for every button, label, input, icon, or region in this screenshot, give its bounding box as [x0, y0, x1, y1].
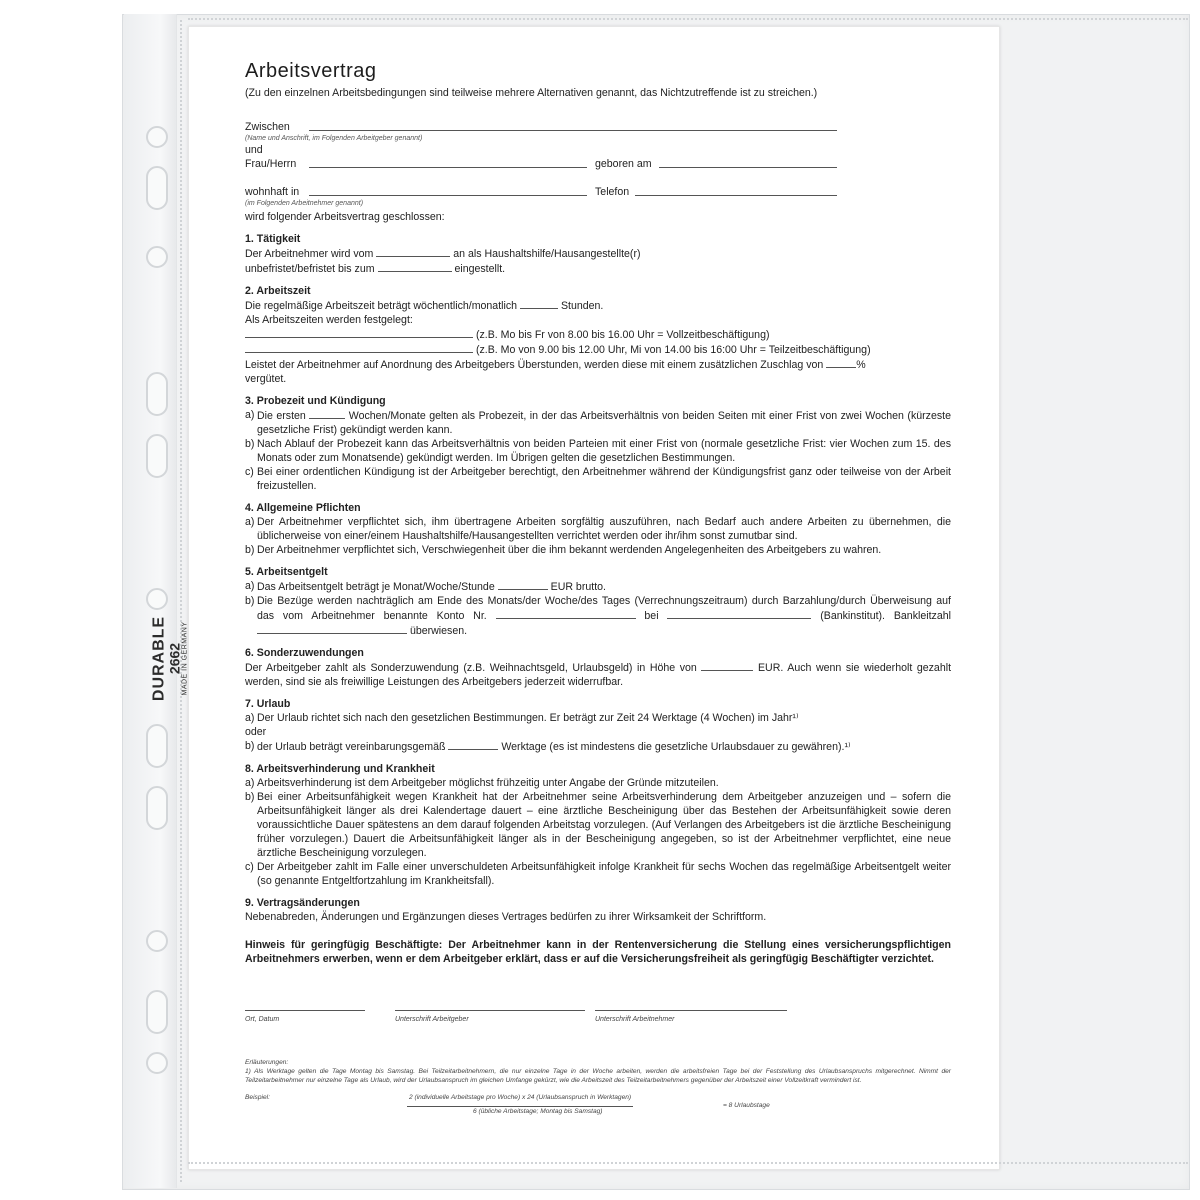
- document-title: Arbeitsvertrag: [245, 60, 377, 82]
- vacation-days-field[interactable]: [448, 739, 498, 750]
- section-9-heading: 9. Vertragsänderungen: [245, 897, 360, 909]
- phone-field[interactable]: [635, 185, 837, 196]
- zwischen-label: Zwischen: [245, 121, 290, 133]
- place-date-line[interactable]: [245, 996, 365, 1011]
- punch-hole: [146, 126, 168, 148]
- section-8-item-c: c) Der Arbeitgeber zahlt im Falle einer unverschuldeten Arbeitsunfähigkeit infolge Krankheit für sechs Wochen das regelmäßige Arbeitsentgelt weiter (so genannte Entgeltfortzahlung im Krankheitsfall).: [245, 861, 951, 887]
- contract-content: [245, 60, 952, 1127]
- section-5-item-b: b) Die Bezüge werden nachträglich am Ende des Monats/der Woche/des Tages (Verrechnungszeitraum) durch Barzahlung/durch Überweisung auf das vom Arbeitnehmer benannte Konto Nr. bei (Bankinstitut). Bankleitzahl überwiesen.: [245, 595, 951, 637]
- section-9-text: Nebenabreden, Änderungen und Ergänzungen dieses Vertrages bedürfen zu ihrer Wirksamkeit der Schriftform.: [245, 911, 767, 923]
- section-8-item-b: b) Bei einer Arbeitsunfähigkeit wegen Krankheit hat der Arbeitnehmer seine Arbeitsverhinderung dem Arbeitgeber anzuzeigen und – sofern die Arbeitsunfähigkeit länger als drei Kalendertage dauert – eine ärztliche Bescheinigung über das Bestehen der Arbeitsunfähigkeit sowie deren voraussichtliche Dauer spätestens an dem darauf folgenden Arbeitstag vorzulegen. (Auf Verlangen des Arbeitgebers ist die ärztliche Bescheinigung früher vorzulegen.) Dauert die Arbeitsunfähigkeit länger als in der Bescheinigung angegeben, so ist der Arbeitnehmer verpflichtet, eine neue ärztliche Bescheinigung vorzulegen.: [245, 791, 951, 859]
- punch-slot: [146, 990, 168, 1034]
- section-1-line-1: Der Arbeitnehmer wird vom an als Haushaltshilfe/Hausangestellte(r): [245, 248, 641, 260]
- section-5-heading: 5. Arbeitsentgelt: [245, 566, 328, 578]
- brand-label: [152, 584, 189, 734]
- telefon-label: Telefon: [595, 186, 630, 198]
- wohnhaft-row: [245, 185, 951, 199]
- hours-field[interactable]: [520, 298, 558, 309]
- section-3-item-c: c) Bei einer ordentlichen Kündigung ist der Arbeitgeber berechtigt, den Arbeitnehmer während der Kündigungsfrist ganz oder teilweise von der Arbeit freizustellen.: [245, 466, 951, 492]
- example-numerator: 2 (individuelle Arbeitstage pro Woche) x 24 (Urlaubsanspruch in Werktagen): [407, 1091, 633, 1107]
- start-date-field[interactable]: [376, 246, 450, 257]
- section-2-overtime: Leistet der Arbeitnehmer auf Anordnung des Arbeitgebers Überstunden, werden diese mit einem zusätzlichen Zuschlag von %: [245, 359, 866, 371]
- footnotes-title: Erläuterungen:: [245, 1059, 289, 1066]
- section-2-line-2: Als Arbeitszeiten werden festgelegt:: [245, 314, 413, 326]
- employee-signature-line[interactable]: [595, 996, 787, 1011]
- footnote-1: 1) Als Werktage gelten die Tage Montag bis Samstag. Bei Teilzeitarbeitnehmern, die nur einzelne Tage in der Woche arbeiten, werden die arbeitsfreien Tage bei der Feststellung des Urlaubsanspruchs mitgerechnet. Nimmt der Teilzeitarbeitnehmer nur einzelne Tage als Urlaub, wird der Urlaubsanspruch im gleichen Umfange gekürzt, wie die Arbeitszeit des Teilzeitarbeitnehmers gegenüber der Arbeitszeit einer Vollzeitkraft vermindert ist.: [245, 1068, 951, 1084]
- punch-hole: [146, 930, 168, 952]
- bank-field[interactable]: [667, 608, 811, 619]
- working-hours-field-2[interactable]: [245, 342, 473, 353]
- frau-herrn-label: Frau/Herrn: [245, 158, 297, 170]
- model-number: 2662: [166, 642, 183, 675]
- example-label: Beispiel:: [245, 1094, 270, 1101]
- closing-text: wird folgender Arbeitsvertrag geschlossen:: [245, 211, 445, 223]
- employer-field[interactable]: [309, 120, 837, 131]
- section-6-heading: 6. Sonderzuwendungen: [245, 647, 364, 659]
- section-2-example-2: (z.B. Mo von 9.00 bis 12.00 Uhr, Mi von 14.00 bis 16:00 Uhr = Teilzeitbeschäftigung): [245, 342, 951, 357]
- section-2-example-1: (z.B. Mo bis Fr von 8.00 bis 16.00 Uhr = Vollzeitbeschäftigung): [245, 327, 951, 342]
- example-formula: [245, 1091, 951, 1127]
- signature-block: [245, 996, 951, 1036]
- employer-signature-line[interactable]: [395, 996, 585, 1011]
- section-7-item-b: b) der Urlaub beträgt vereinbarungsgemäß Werktage (es ist mindestens die gesetzliche Urlaubsdauer zu gewähren).¹⁾: [245, 740, 851, 753]
- section-4-item-b: b) Der Arbeitnehmer verpflichtet sich, Verschwiegenheit über die ihm bekannt werdenden Angelegenheiten des Arbeitgebers zu wahren.: [245, 544, 882, 556]
- section-6-text: Der Arbeitgeber zahlt als Sonderzuwendung (z.B. Weihnachtsgeld, Urlaubsgeld) in Höhe von EUR. Auch wenn sie wiederholt gezahlt werden, sind sie als freiwillige Leistungen des Arbeitgebers jederzeit widerrufbar.: [245, 662, 952, 688]
- section-2-heading: 2. Arbeitszeit: [245, 285, 311, 297]
- punch-slot: [146, 372, 168, 416]
- probation-field[interactable]: [309, 408, 345, 419]
- brand-name: DURABLE: [150, 615, 168, 702]
- section-7-heading: 7. Urlaub: [245, 698, 291, 710]
- section-2-verguetet: vergütet.: [245, 373, 287, 385]
- end-date-field[interactable]: [378, 261, 452, 272]
- bottom-perforation: [188, 1162, 1188, 1164]
- signature-employee: Unterschrift Arbeitnehmer: [595, 996, 787, 1027]
- footnotes: [245, 1058, 951, 1085]
- punch-hole: [146, 1052, 168, 1074]
- section-8-heading: 8. Arbeitsverhinderung und Krankheit: [245, 763, 435, 775]
- section-3-heading: 3. Probezeit und Kündigung: [245, 395, 386, 407]
- working-hours-field-1[interactable]: [245, 327, 473, 338]
- address-field[interactable]: [309, 185, 587, 196]
- frau-herrn-row: [245, 157, 951, 171]
- punch-slot: [146, 786, 168, 830]
- salary-field[interactable]: [498, 579, 548, 590]
- zwischen-row: [245, 120, 951, 134]
- section-7-oder: oder: [245, 726, 267, 738]
- birth-date-field[interactable]: [659, 157, 837, 168]
- wohnhaft-hint: (im Folgenden Arbeitnehmer genannt): [245, 200, 364, 207]
- top-perforation: [188, 18, 1188, 20]
- signature-place-date: Ort, Datum: [245, 996, 365, 1027]
- origin-text: MADE IN GERMANY: [181, 621, 189, 696]
- zwischen-hint: (Name und Anschrift, im Folgenden Arbeitgeber genannt): [245, 135, 423, 142]
- overtime-percent-field[interactable]: [826, 357, 856, 368]
- geboren-label: geboren am: [595, 158, 652, 170]
- section-1-line-2: unbefristet/befristet bis zum eingestellt.: [245, 263, 506, 275]
- bank-code-field[interactable]: [257, 623, 407, 634]
- section-8-item-a: a) Arbeitsverhinderung ist dem Arbeitgeber möglichst frühzeitig unter Angabe der Gründe mitzuteilen.: [245, 777, 719, 789]
- signature-employer: Unterschrift Arbeitgeber: [395, 996, 585, 1027]
- employee-name-field[interactable]: [309, 157, 587, 168]
- example-result: = 8 Urlaubstage: [723, 1102, 770, 1109]
- section-1-heading: 1. Tätigkeit: [245, 233, 301, 245]
- punch-slot: [146, 434, 168, 478]
- intro-text: (Zu den einzelnen Arbeitsbedingungen sind teilweise mehrere Alternativen genannt, das Nichtzutreffende ist zu streichen.): [245, 87, 818, 99]
- section-4-item-a: a) Der Arbeitnehmer verpflichtet sich, ihm übertragene Arbeiten sorgfältig auszuführen, nach Bedarf auch andere Arbeiten zu übernehmen, die üblicherweise von einer/einem Haushaltshilfe/Hausangestellten verrichtet werden oder ihr/ihm sonst zumutbar sind.: [245, 516, 951, 542]
- account-number-field[interactable]: [496, 608, 636, 619]
- section-3-item-a: a) Die ersten Wochen/Monate gelten als Probezeit, in der das Arbeitsverhältnis von beiden Seiten mit einer Frist von zwei Wochen (kürzeste gesetzliche Frist) gekündigt werden kann.: [245, 409, 951, 436]
- und-label: und: [245, 144, 263, 156]
- section-5-item-a: a) Das Arbeitsentgelt beträgt je Monat/Woche/Stunde EUR brutto.: [245, 580, 606, 593]
- punch-hole: [146, 246, 168, 268]
- section-4-heading: 4. Allgemeine Pflichten: [245, 502, 361, 514]
- punch-slot: [146, 166, 168, 210]
- bonus-field[interactable]: [701, 660, 753, 671]
- example-denominator: 6 (übliche Arbeitstage; Montag bis Samstag): [473, 1108, 603, 1115]
- hinweis-note: Hinweis für geringfügig Beschäftigte: Der Arbeitnehmer kann in der Rentenversicherung die Stellung eines versicherungspflichtigen Arbeitnehmers erwerben, wenn er dem Arbeitgeber erklärt, dass er auf die Versicherungsfreiheit als geringfügig Beschäftigter verzichtet.: [245, 939, 951, 965]
- section-3-item-b: b) Nach Ablauf der Probezeit kann das Arbeitsverhältnis von beiden Parteien mit einer Frist von (normale gesetzliche Frist: vier Wochen zum 15. des Monats oder zum Monatsende) gekündigt werden. Im Übrigen gelten die gesetzlichen Bestimmungen.: [245, 438, 951, 464]
- wohnhaft-label: wohnhaft in: [245, 186, 300, 198]
- section-2-line-1: Die regelmäßige Arbeitszeit beträgt wöchentlich/monatlich Stunden.: [245, 300, 604, 312]
- section-7-item-a: a) Der Urlaub richtet sich nach den gesetzlichen Bestimmungen. Er beträgt zur Zeit 24 Werktage (4 Wochen) im Jahr¹⁾: [245, 712, 799, 724]
